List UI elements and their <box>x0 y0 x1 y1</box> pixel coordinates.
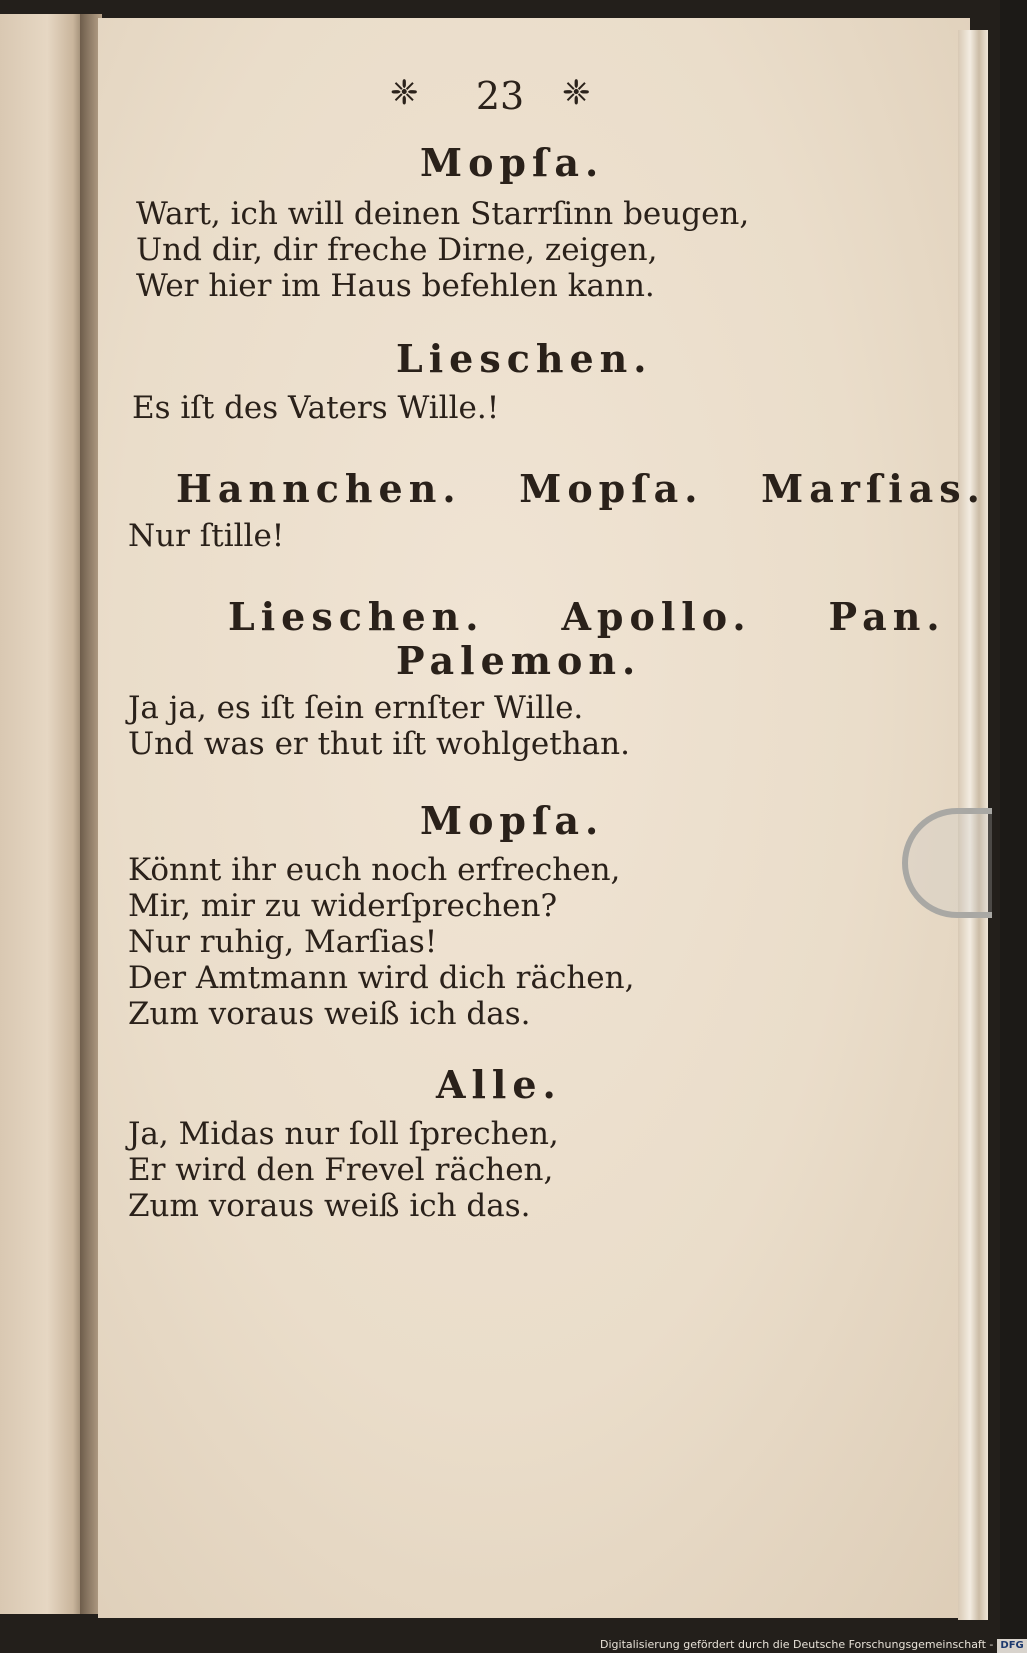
speaker-heading: Mopſa. <box>420 798 605 843</box>
speaker-heading: Hannchen. Mopſa. Marſias. <box>176 466 986 511</box>
verse-line: Er wird den Frevel rächen, <box>128 1152 554 1188</box>
verse-block <box>132 390 499 426</box>
speaker-heading: Alle. <box>436 1062 562 1107</box>
facing-page-edge <box>0 14 86 1614</box>
verse-block <box>128 690 630 762</box>
verse-line: Wer hier im Haus befehlen kann. <box>136 268 655 304</box>
verse-line: Nur ruhig, Marſias! <box>128 924 438 960</box>
credit-text: Digitalisierung gefördert durch die Deutsche Forschungsgemeinschaft - <box>600 1638 994 1651</box>
verse-line: Und dir, dir freche Dirne, zeigen, <box>136 232 658 268</box>
verse-line: Mir, mir zu widerſprechen? <box>128 888 558 924</box>
verse-block <box>128 518 284 554</box>
verse-line: Und was er thut iſt wohlgethan. <box>128 726 630 762</box>
verse-line: Zum voraus weiß ich das. <box>128 996 531 1032</box>
verse-line: Wart, ich will deinen Starrſinn beugen, <box>136 196 750 232</box>
speaker-heading-continued: Palemon. <box>396 638 642 683</box>
speaker-heading: Lieschen. Apollo. Pan. <box>228 594 946 639</box>
ornament-right-icon: ❈ <box>562 73 591 113</box>
verse-block <box>128 1116 559 1224</box>
verse-line: Nur ſtille! <box>128 518 285 554</box>
page-number: 23 <box>475 74 525 118</box>
dfg-logo: DFG <box>997 1639 1026 1653</box>
digitization-credit <box>600 1637 1027 1653</box>
verse-block <box>136 196 749 304</box>
speaker-heading: Mopſa. <box>420 140 605 185</box>
verse-line: Der Amtmann wird dich rächen, <box>128 960 635 996</box>
verse-block <box>128 852 634 1032</box>
verse-line: Könnt ihr euch noch erfrechen, <box>128 852 621 888</box>
verse-line: Ja, Midas nur ſoll ſprechen, <box>128 1116 559 1152</box>
speaker-heading: Lieschen. <box>396 336 653 381</box>
ornament-left-icon: ❈ <box>390 73 419 113</box>
verse-line: Es iſt des Vaters Wille.! <box>132 390 500 426</box>
verse-line: Zum voraus weiß ich das. <box>128 1188 531 1224</box>
verse-line: Ja ja, es iſt ſein ernſter Wille. <box>128 690 584 726</box>
